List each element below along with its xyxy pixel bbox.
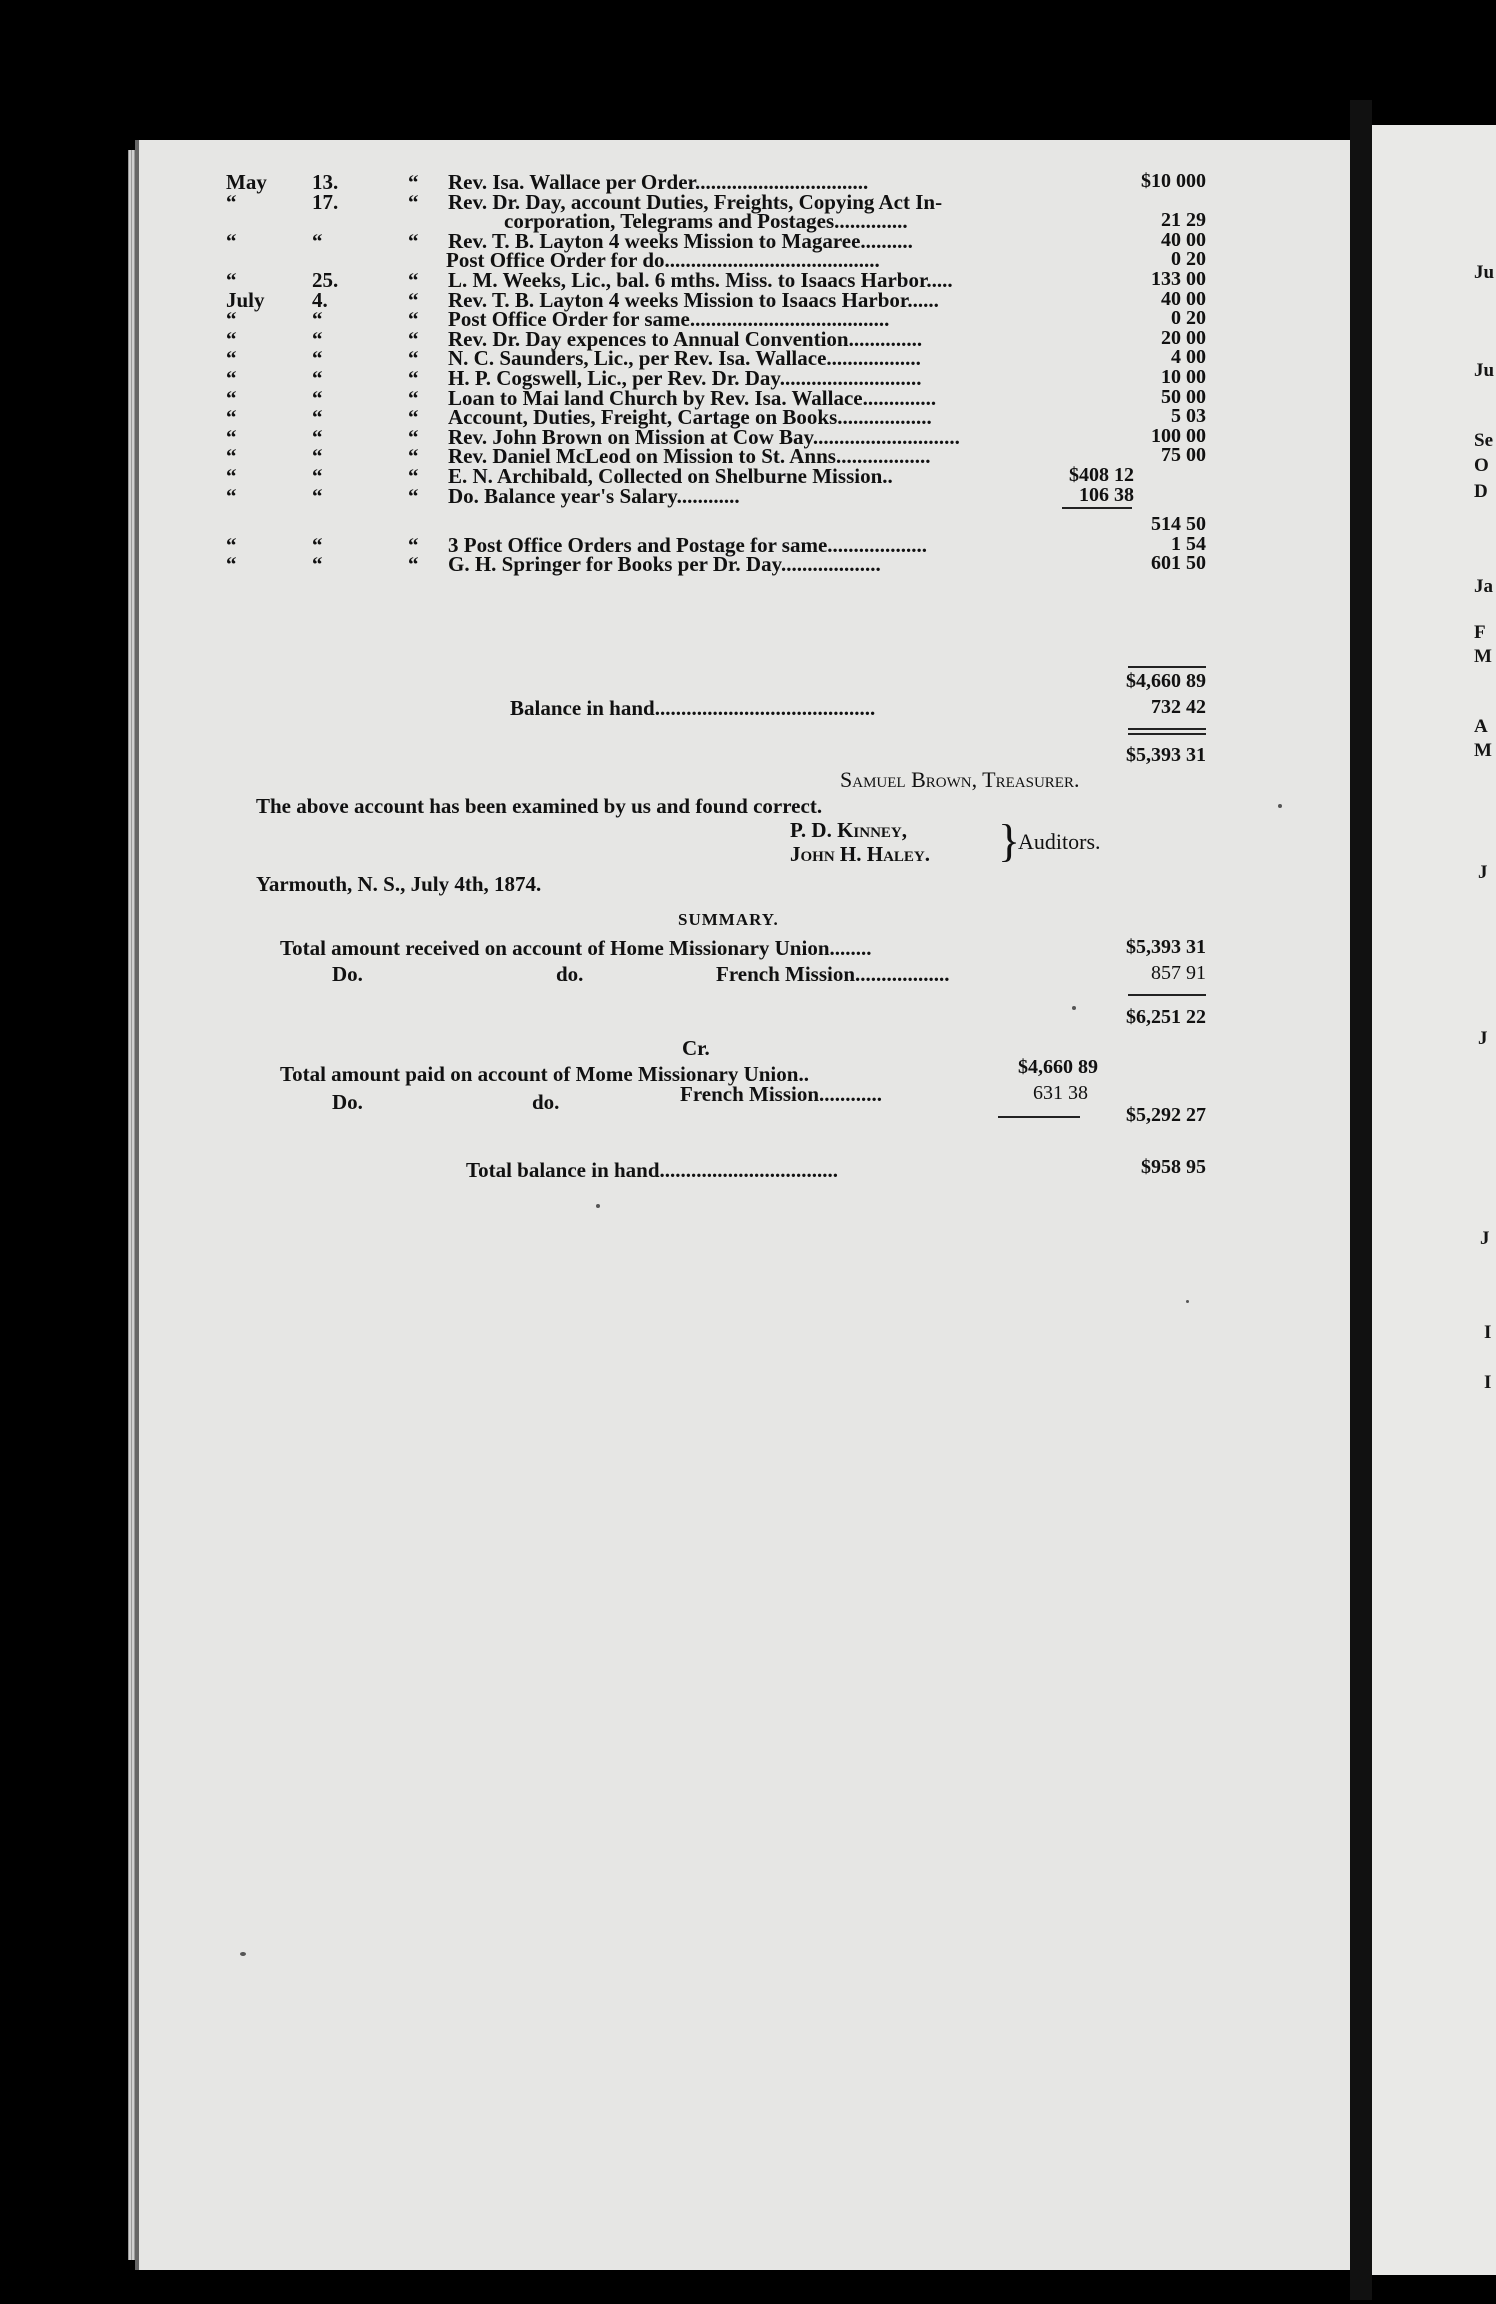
edge-letter: I xyxy=(1484,1372,1492,1393)
total-rule xyxy=(1128,666,1206,668)
entry-day: “ xyxy=(312,424,323,449)
entry-description: Rev. Dr. Day expences to Annual Convention xyxy=(448,326,849,351)
entry-ditto: “ xyxy=(408,268,419,292)
entry-description: Do. Balance year's Salary xyxy=(448,483,677,508)
ditto-do-lower: do. xyxy=(556,962,584,986)
entry-ditto: “ xyxy=(408,483,419,508)
entry-day: “ xyxy=(312,532,323,557)
entry-ditto: “ xyxy=(408,424,419,449)
entry-ditto: “ xyxy=(408,287,419,312)
entry-description-row xyxy=(448,484,740,508)
entry-description: Rev. Daniel McLeod on Mission to St. Anns xyxy=(448,444,836,469)
entry-ditto: “ xyxy=(408,170,419,194)
edge-letter: M xyxy=(1474,646,1492,667)
entry-day: “ xyxy=(312,307,323,332)
grand-total: $5,393 31 xyxy=(1126,744,1206,766)
total-balance-amount: $958 95 xyxy=(1141,1156,1206,1178)
leader-dots: .......................................... xyxy=(654,696,876,720)
edge-letter: M xyxy=(1474,740,1492,761)
subtotal-amount: $4,660 89 xyxy=(1126,670,1206,692)
auditors-label: Auditors. xyxy=(1018,829,1101,854)
entry-day: “ xyxy=(312,444,323,469)
leader-dots: ................... xyxy=(780,552,881,577)
leader-dots: .......... xyxy=(860,228,913,253)
entry-description: Loan to Mai land Church by Rev. Isa. Wallace xyxy=(448,385,863,410)
entry-day: 13. xyxy=(312,170,339,194)
entry-month: “ xyxy=(226,405,237,430)
edge-letter: Ja xyxy=(1474,576,1493,597)
entry-month: “ xyxy=(226,532,237,557)
entry-month: “ xyxy=(226,346,237,371)
edge-letter: F xyxy=(1474,622,1486,643)
entry-amount: 601 50 xyxy=(1151,552,1206,575)
leader-dots: ................... xyxy=(827,532,928,557)
received-total: $6,251 22 xyxy=(1126,1006,1206,1028)
edge-letter: Ju xyxy=(1474,262,1495,283)
edge-letter: Ju xyxy=(1474,360,1495,381)
edge-letter: Se xyxy=(1474,430,1493,451)
entry-day: “ xyxy=(312,346,323,371)
entry-ditto: “ xyxy=(408,405,419,430)
entry-description-row xyxy=(448,552,881,576)
edge-letter: O xyxy=(1474,455,1489,476)
auditor-name: P. D. Kinney, xyxy=(790,818,907,842)
entry-month: “ xyxy=(226,326,237,351)
entry-description: 3 Post Office Orders and Postage for same xyxy=(448,532,828,557)
total-rule xyxy=(1128,728,1206,730)
entry-ditto: “ xyxy=(408,346,419,371)
entry-subamount: 106 38 xyxy=(1079,483,1134,506)
edge-letter: I xyxy=(1484,1322,1492,1343)
leader-dots: .................. xyxy=(837,405,932,430)
edge-letter: D xyxy=(1474,481,1488,502)
entry-description: G. H. Springer for Books per Dr. Day xyxy=(448,552,781,577)
received-home-amount: $5,393 31 xyxy=(1126,936,1206,958)
leader-dots: .............. xyxy=(848,326,923,351)
leader-dots: .................. xyxy=(835,444,931,469)
leader-dots: ........................... xyxy=(779,366,922,390)
ditto-do: Do. xyxy=(332,1090,363,1114)
entry-description: corporation, Telegrams and Postages xyxy=(504,209,835,234)
leader-dots: ............................ xyxy=(812,424,960,449)
entry-month: “ xyxy=(226,464,237,488)
cr-heading: Cr. xyxy=(682,1036,710,1060)
entry-amount: 514 50 xyxy=(1151,513,1206,536)
subtotal-rule xyxy=(1062,507,1132,509)
entry-day: “ xyxy=(312,405,323,430)
entry-amount: 21 29 xyxy=(1161,209,1206,232)
entry-amount: 0 20 xyxy=(1171,307,1206,330)
brace-icon: } xyxy=(998,815,1021,866)
entry-month: “ xyxy=(226,424,237,449)
leader-dots: ...... xyxy=(907,287,939,312)
ditto-do: Do. xyxy=(332,962,363,986)
entry-description: Account, Duties, Freight, Cartage on Books xyxy=(448,405,838,430)
entry-amount: 4 00 xyxy=(1171,346,1206,369)
entry-ditto: “ xyxy=(408,464,419,488)
leader-dots: ............ xyxy=(676,483,740,508)
entry-month: “ xyxy=(226,228,237,253)
examined-statement: The above account has been examined by us and found correct. xyxy=(256,794,823,818)
entry-ditto: “ xyxy=(408,444,419,469)
entry-day: 25. xyxy=(312,268,339,292)
leader-dots: .............. xyxy=(862,385,937,410)
entry-day: “ xyxy=(312,228,323,253)
entry-description: Rev. T. B. Layton 4 weeks Mission to Isaacs Harbor xyxy=(448,287,908,312)
entry-day: “ xyxy=(312,326,323,351)
entry-ditto: “ xyxy=(408,532,419,557)
auditor-name: John H. Haley. xyxy=(790,842,931,866)
entry-amount: 10 00 xyxy=(1161,366,1206,388)
entry-amount: 50 00 xyxy=(1161,385,1206,408)
book-gutter xyxy=(1350,100,1372,2300)
ditto-do-lower: do. xyxy=(532,1090,560,1114)
scan-speck xyxy=(1186,1300,1189,1303)
entry-month: “ xyxy=(226,444,237,469)
entry-day: 17. xyxy=(312,189,339,214)
entry-amount: $10 000 xyxy=(1141,170,1206,192)
entry-amount: 133 00 xyxy=(1151,268,1206,290)
total-rule xyxy=(998,1116,1080,1118)
balance-label: Balance in hand xyxy=(510,696,655,720)
received-french-label: French Mission.................. xyxy=(716,962,950,986)
paid-total: $5,292 27 xyxy=(1126,1104,1206,1126)
entry-amount: 100 00 xyxy=(1151,424,1206,447)
entry-month: May xyxy=(226,170,267,194)
entry-month: “ xyxy=(226,189,237,214)
place-date: Yarmouth, N. S., July 4th, 1874. xyxy=(256,872,542,896)
entry-month: “ xyxy=(226,366,237,390)
entry-ditto: “ xyxy=(408,385,419,410)
entry-month: “ xyxy=(226,483,237,508)
received-french-amount: 857 91 xyxy=(1151,962,1206,984)
leader-dots: ................................. xyxy=(694,170,869,194)
entry-day: “ xyxy=(312,385,323,410)
entry-ditto: “ xyxy=(408,366,419,390)
entry-amount: 1 54 xyxy=(1171,532,1206,555)
entry-month: “ xyxy=(226,268,237,292)
leader-dots: ...................................... xyxy=(689,307,890,332)
entry-description: N. C. Saunders, Lic., per Rev. Isa. Wallace xyxy=(448,346,827,371)
entry-day: “ xyxy=(312,366,323,390)
balance-in-hand-row xyxy=(510,696,875,720)
entry-amount: 20 00 xyxy=(1161,326,1206,349)
entry-day: “ xyxy=(312,464,323,488)
edge-letter: A xyxy=(1474,716,1488,737)
paid-french-amount: 631 38 xyxy=(1033,1082,1088,1104)
leader-dots: .................. xyxy=(826,346,921,371)
received-home-label: Total amount received on account of Home Missionary Union........ xyxy=(280,936,872,960)
entry-amount: 0 20 xyxy=(1171,248,1206,271)
leader-dots: ........................................ xyxy=(669,248,880,273)
paid-home-amount: $4,660 89 xyxy=(1018,1056,1098,1078)
entry-month: “ xyxy=(226,385,237,410)
paid-home-label: Total amount paid on account of Mome Missionary Union.. xyxy=(280,1062,809,1086)
edge-letter: J xyxy=(1480,1228,1490,1249)
leader-dots: ..... xyxy=(926,268,953,292)
entry-day: “ xyxy=(312,483,323,508)
edge-letter: J xyxy=(1478,1028,1488,1049)
entry-month: “ xyxy=(226,552,237,577)
entry-description: L. M. Weeks, Lic., bal. 6 mths. Miss. to Isaacs Harbor xyxy=(448,268,927,292)
treasurer-signature: Samuel Brown, Treasurer. xyxy=(840,767,1080,792)
entry-description: Rev. Isa. Wallace per Order xyxy=(448,170,695,194)
scan-speck xyxy=(1072,1006,1076,1010)
entry-day: “ xyxy=(312,552,323,577)
total-rule xyxy=(1128,994,1206,996)
scan-speck xyxy=(596,1204,600,1208)
entry-month: “ xyxy=(226,307,237,332)
entry-description: Rev. T. B. Layton 4 weeks Mission to Magaree xyxy=(448,228,861,253)
entry-ditto: “ xyxy=(408,326,419,351)
entry-ditto: “ xyxy=(408,552,419,577)
edge-letter: J xyxy=(1478,862,1488,883)
entry-ditto: “ xyxy=(408,307,419,332)
balance-amount: 732 42 xyxy=(1151,696,1206,718)
entry-description: Rev. John Brown on Mission at Cow Bay xyxy=(448,424,813,449)
entry-month: July xyxy=(226,287,265,312)
entry-description: Rev. Dr. Day, account Duties, Freights, Copying Act In- xyxy=(448,189,943,214)
entry-ditto: “ xyxy=(408,189,419,214)
scan-speck xyxy=(1278,804,1282,808)
scan-speck xyxy=(240,1952,246,1956)
summary-heading: SUMMARY. xyxy=(678,910,779,929)
entry-amount: 40 00 xyxy=(1161,287,1206,310)
entry-amount: 5 03 xyxy=(1171,405,1206,428)
entry-subamount: $408 12 xyxy=(1069,464,1134,486)
total-rule xyxy=(1128,733,1206,735)
entry-amount: 75 00 xyxy=(1161,444,1206,467)
entry-description: Post Office Order for do. xyxy=(446,248,670,273)
total-balance-label: Total balance in hand.................................. xyxy=(466,1158,839,1182)
entry-day: 4. xyxy=(312,287,328,312)
entry-description: H. P. Cogswell, Lic., per Rev. Dr. Day xyxy=(448,366,780,390)
entry-ditto: “ xyxy=(408,228,419,253)
entry-description: Post Office Order for same xyxy=(448,307,690,332)
entry-description: E. N. Archibald, Collected on Shelburne Mission.. xyxy=(448,464,893,488)
leader-dots: .............. xyxy=(834,209,908,234)
paid-french-label: French Mission............ xyxy=(680,1082,883,1106)
entry-amount: 40 00 xyxy=(1161,228,1206,251)
